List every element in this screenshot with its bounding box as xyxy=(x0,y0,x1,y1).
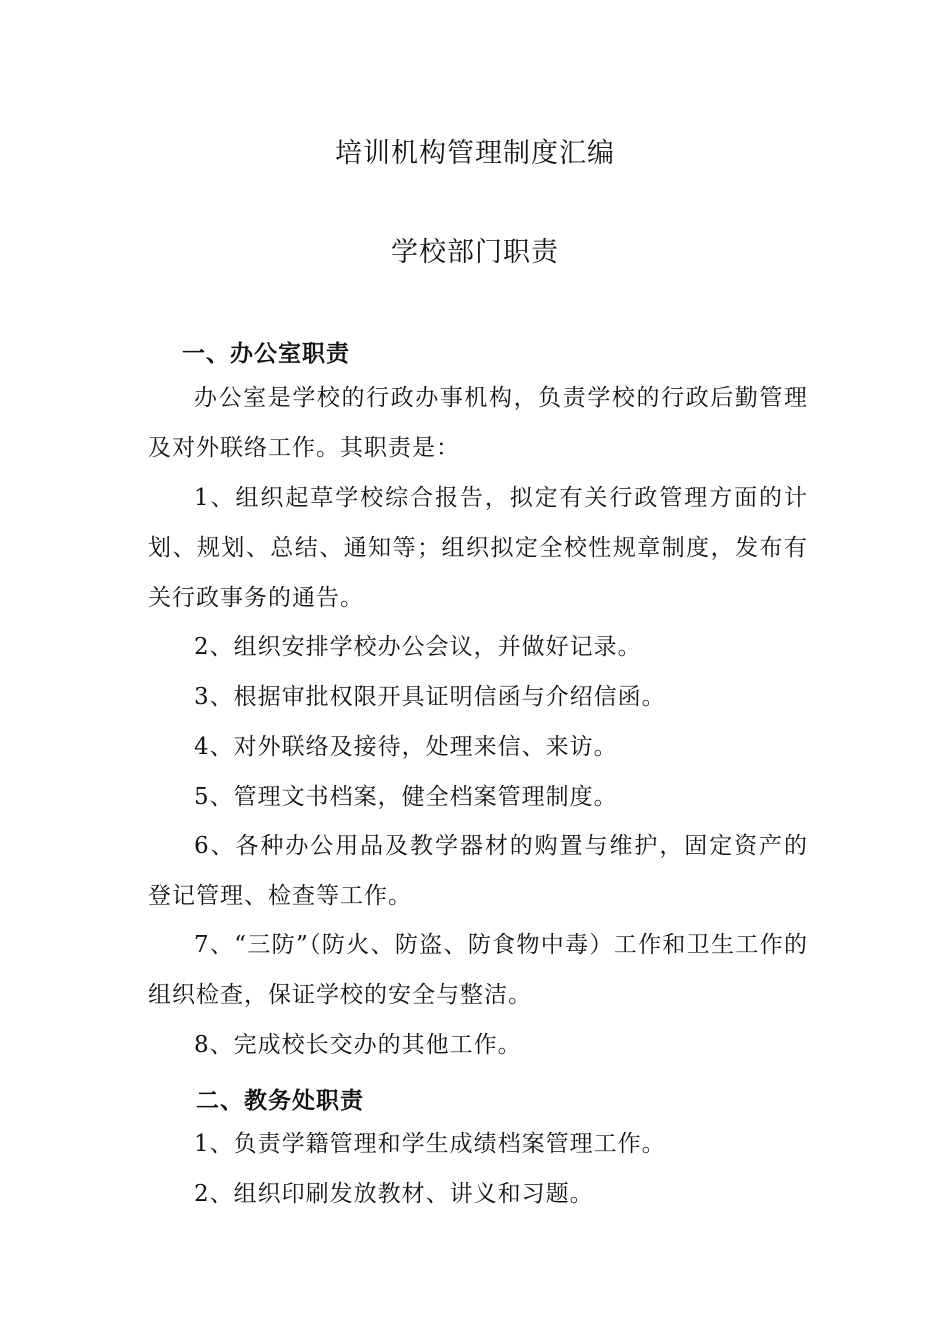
document-title: 培训机构管理制度汇编 xyxy=(335,138,615,169)
list-item: 1、组织起草学校综合报告，拟定有关行政管理方面的计划、规划、总结、通知等；组织拟定全校性规章制度，发布有关行政事务的通告。 xyxy=(148,485,808,611)
section-heading-academic: 二、教务处职责 xyxy=(196,1088,364,1114)
document-subtitle: 学校部门职责 xyxy=(391,237,559,268)
list-item: 2、组织印刷发放教材、讲义和习题。 xyxy=(194,1181,594,1207)
list-item: 7、“三防”（防火、防盗、防食物中毒）工作和卫生工作的组织检查，保证学校的安全与整洁。 xyxy=(148,932,808,1008)
section-intro-paragraph: 办公室是学校的行政办事机构，负责学校的行政后勤管理及对外联络工作。其职责是： xyxy=(148,385,808,461)
list-item: 5、管理文书档案，健全档案管理制度。 xyxy=(194,784,618,810)
list-item: 3、根据审批权限开具证明信函与介绍信函。 xyxy=(194,684,666,710)
section-heading-office: 一、办公室职责 xyxy=(182,341,350,367)
list-item: 6、各种办公用品及教学器材的购置与维护，固定资产的登记管理、检查等工作。 xyxy=(148,833,808,909)
list-item: 1、负责学籍管理和学生成绩档案管理工作。 xyxy=(194,1131,666,1157)
list-item: 4、对外联络及接待，处理来信、来访。 xyxy=(194,734,618,760)
list-item: 2、组织安排学校办公会议，并做好记录。 xyxy=(194,634,642,660)
list-item: 8、完成校长交办的其他工作。 xyxy=(194,1032,522,1058)
